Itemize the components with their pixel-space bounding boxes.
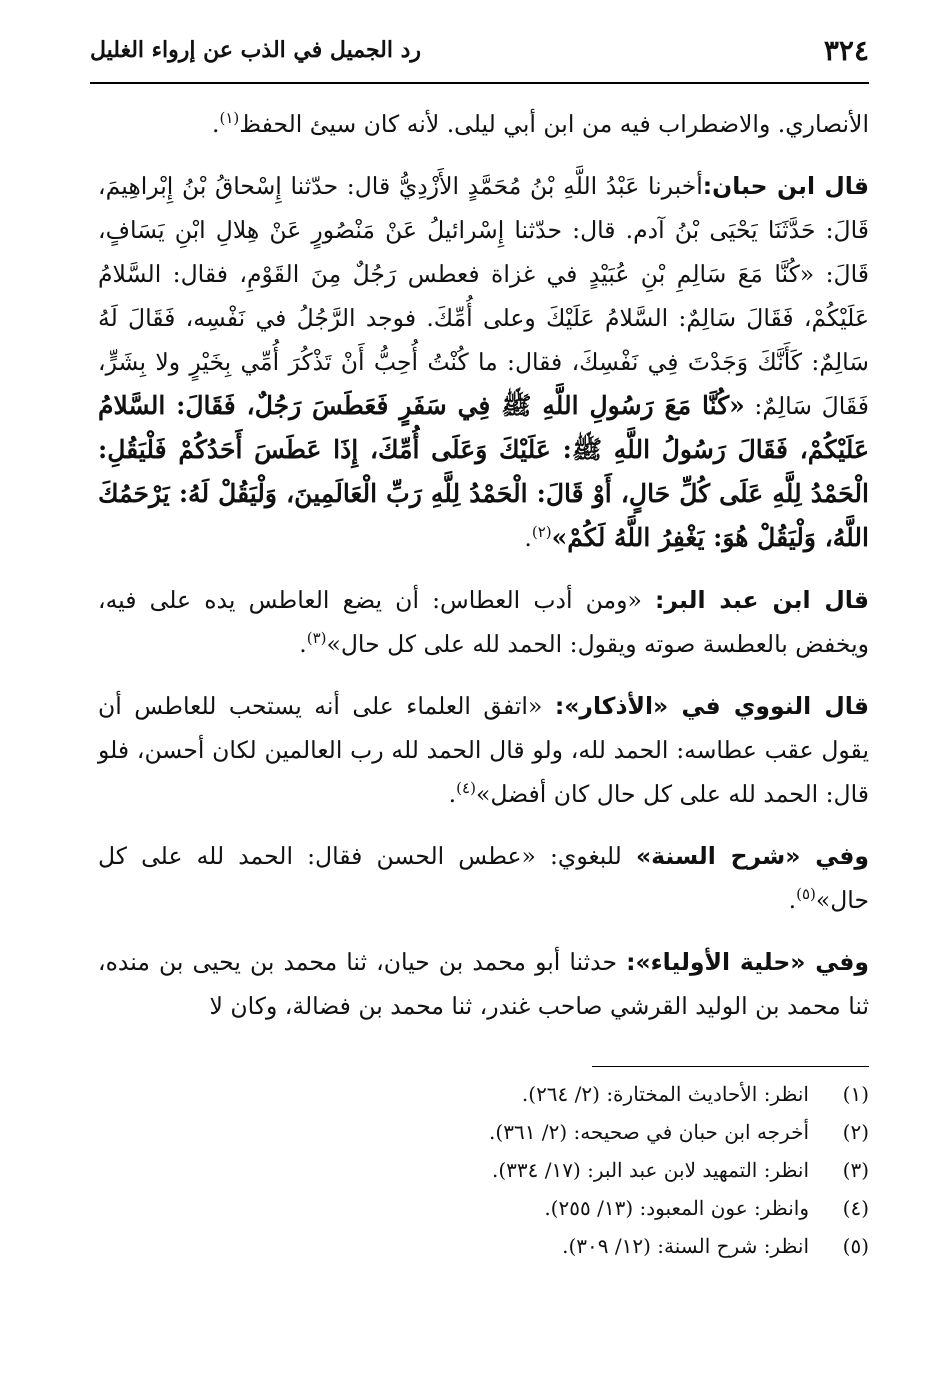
footnote-number: (٤) [842, 1196, 869, 1220]
footnote-number: (١) [842, 1082, 869, 1106]
footnote-text: أخرجه ابن حبان في صحيحه: (٢/ ٣٦١). [489, 1120, 809, 1144]
paragraph-text: حدثنا أبو محمد بن حيان، ثنا محمد بن يحيى بن منده، ثنا محمد بن الوليد القرشي صاحب غندر، ثنا محمد بن فضالة، وكان لا [98, 948, 869, 1020]
footnote-ref: (٥) [796, 885, 816, 904]
paragraph: قال ابن حبان:أخبرنا عَبْدُ اللَّهِ بْنُ مُحَمَّدٍ الأَزْدِيُّ قال: حدّثنا إِسْحاقُ بْنُ إِبْراهِيمَ، قَالَ: حَدَّثَنَا يَحْيَى بْنُ آدم. قال: حدّثنا إِسْرائيلُ عَنْ مَنْصُورٍ عَنْ هِلالِ ابْنِ يَسَافٍ، قَالَ: «كُنَّا مَعَ سَالِمِ بْنِ عُبَيْدٍ في غزاة فعطس رَجُلٌ مِنَ القَوْمِ، فقال: السَّلامُ عَلَيْكُمْ، فَقَالَ سَالِمٌ: السَّلامُ عَلَيْكَ وعلى أُمِّكَ. فوجد الرَّجُلُ في نَفْسِه، فَقَالَ لَهُ سَالِمٌ: كَأَنَّكَ وَجَدْتَ فِي نَفْسِكَ، فقال: ما كُنْتُ أُحِبُّ أَنْ تَذْكُرَ أُمِّي بِخَيْرٍ ولا بِشَرٍّ، فَقَالَ سَالِمٌ: «كُنَّا مَعَ رَسُولِ اللَّهِ ﷺ فِي سَفَرٍ فَعَطَسَ رَجُلٌ، فَقَالَ: السَّلامُ عَلَيْكُمْ، فَقَالَ رَسُولُ اللَّهِ ﷺ: عَلَيْكَ وَعَلَى أُمِّكَ، إِذَا عَطَسَ أَحَدُكُمْ فَلْيَقُلِ: الْحَمْدُ لِلَّهِ عَلَى كُلِّ حَالٍ، أَوْ قَالَ: الْحَمْدُ لِلَّهِ رَبِّ الْعَالَمِينَ، وَلْيَقُلْ لَهُ: يَرْحَمُكَ اللَّهُ، وَلْيَقُلْ هُوَ: يَغْفِرُ اللَّهُ لَكُمْ»$^{(٢)}$. [98, 172, 869, 552]
header-divider [90, 82, 869, 84]
footnote [120, 1196, 869, 1234]
page-header [90, 28, 869, 72]
footnote-text: انظر: الأحاديث المختارة: (٢/ ٢٦٤). [521, 1082, 809, 1106]
footnote [120, 1082, 869, 1120]
footnote-ref: (٣) [306, 629, 327, 648]
paragraph-text: «ومن أدب العطاس: أن يضع العاطس يده على فيه، ويخفض بالعطسة صوته ويقول: الحمد لله على كل حال» [98, 586, 869, 658]
paragraph-lead: قال ابن حبان: [702, 172, 869, 200]
paragraph-text: الأنصاري. والاضطراب فيه من ابن أبي ليلى. لأنه كان سيئ الحفظ [239, 110, 869, 138]
footnote-text: وانظر: عون المعبود: (١٣/ ٢٥٥). [544, 1196, 809, 1220]
footnote-ref: (٢) [531, 523, 552, 542]
footnotes [120, 1082, 869, 1272]
paragraph-text: للبغوي: «عطس الحسن فقال: الحمد لله على كل حال» [98, 842, 869, 914]
paragraph: الأنصاري. والاضطراب فيه من ابن أبي ليلى. لأنه كان سيئ الحفظ$^{(١)}$. [212, 109, 869, 138]
paragraph-lead: وفي «حلية الأولياء»: [626, 948, 869, 976]
hadith-quote: «كُنَّا مَعَ رَسُولِ اللَّهِ ﷺ فِي سَفَرٍ فَعَطَسَ رَجُلٌ، فَقَالَ: السَّلامُ عَلَيْكُمْ، فَقَالَ رَسُولُ اللَّهِ ﷺ: عَلَيْكَ وَعَلَى أُمِّكَ، إِذَا عَطَسَ أَحَدُكُمْ فَلْيَقُلِ: الْحَمْدُ لِلَّهِ عَلَى كُلِّ حَالٍ، أَوْ قَالَ: الْحَمْدُ لِلَّهِ رَبِّ الْعَالَمِينَ، وَلْيَقُلْ لَهُ: يَرْحَمُكَ اللَّهُ، وَلْيَقُلْ هُوَ: يَغْفِرُ اللَّهُ لَكُمْ» [98, 391, 869, 552]
footnote-ref: (١) [219, 109, 240, 128]
paragraph-lead: قال النووي في «الأذكار»: [554, 692, 869, 720]
paragraph-lead: وفي «شرح السنة» [635, 842, 869, 870]
footnote [120, 1120, 869, 1158]
paragraph-text: «اتفق العلماء على أنه يستحب للعاطس أن يقول عقب عطاسه: الحمد لله، ولو قال الحمد لله رب العالمين لكان أحسن، فلو قال: الحمد لله على كل حال كان أفضل» [98, 692, 869, 808]
footnote-text: انظر: التمهيد لابن عبد البر: (١٧/ ٣٣٤). [491, 1158, 809, 1182]
main-text [98, 102, 869, 1046]
paragraph: قال ابن عبد البر: «ومن أدب العطاس: أن يضع العاطس يده على فيه، ويخفض بالعطسة صوته ويقول: الحمد لله على كل حال»$^{(٣)}$. [98, 586, 869, 658]
paragraph: قال النووي في «الأذكار»: «اتفق العلماء على أنه يستحب للعاطس أن يقول عقب عطاسه: الحمد لله، ولو قال الحمد لله رب العالمين لكان أحسن، فلو قال: الحمد لله على كل حال كان أفضل»$^{(٤)}$. [98, 692, 869, 808]
running-title: رد الجميل في الذب عن إرواء الغليل [90, 37, 422, 63]
footnote-text: انظر: شرح السنة: (١٢/ ٣٠٩). [562, 1234, 809, 1258]
paragraph [98, 940, 869, 1028]
footnote-divider [592, 1066, 869, 1067]
page-number: ٣٢٤ [823, 33, 869, 67]
footnote-number: (٣) [842, 1158, 869, 1182]
footnote-number: (٥) [842, 1234, 869, 1258]
footnote-number: (٢) [842, 1120, 869, 1144]
paragraph: وفي «شرح السنة» للبغوي: «عطس الحسن فقال: الحمد لله على كل حال»$^{(٥)}$. [98, 842, 869, 914]
footnote-ref: (٤) [456, 779, 476, 798]
footnote [120, 1158, 869, 1196]
paragraph-text: أخبرنا عَبْدُ اللَّهِ بْنُ مُحَمَّدٍ الأَزْدِيُّ قال: حدّثنا إِسْحاقُ بْنُ إِبْراهِيمَ، قَالَ: حَدَّثَنَا يَحْيَى بْنُ آدم. قال: حدّثنا إِسْرائيلُ عَنْ مَنْصُورٍ عَنْ هِلالِ ابْنِ يَسَافٍ، قَالَ: «كُنَّا مَعَ سَالِمِ بْنِ عُبَيْدٍ في غزاة فعطس رَجُلٌ مِنَ القَوْمِ، فقال: السَّلامُ عَلَيْكُمْ، فَقَالَ سَالِمٌ: السَّلامُ عَلَيْكَ وعلى أُمِّكَ. فوجد الرَّجُلُ في نَفْسِه، فَقَالَ لَهُ سَالِمٌ: كَأَنَّكَ وَجَدْتَ فِي نَفْسِكَ، فقال: ما كُنْتُ أُحِبُّ أَنْ تَذْكُرَ أُمِّي بِخَيْرٍ ولا بِشَرٍّ، فَقَالَ سَالِمٌ: [98, 172, 869, 420]
paragraph-lead: قال ابن عبد البر: [655, 586, 869, 614]
footnote [120, 1234, 869, 1272]
